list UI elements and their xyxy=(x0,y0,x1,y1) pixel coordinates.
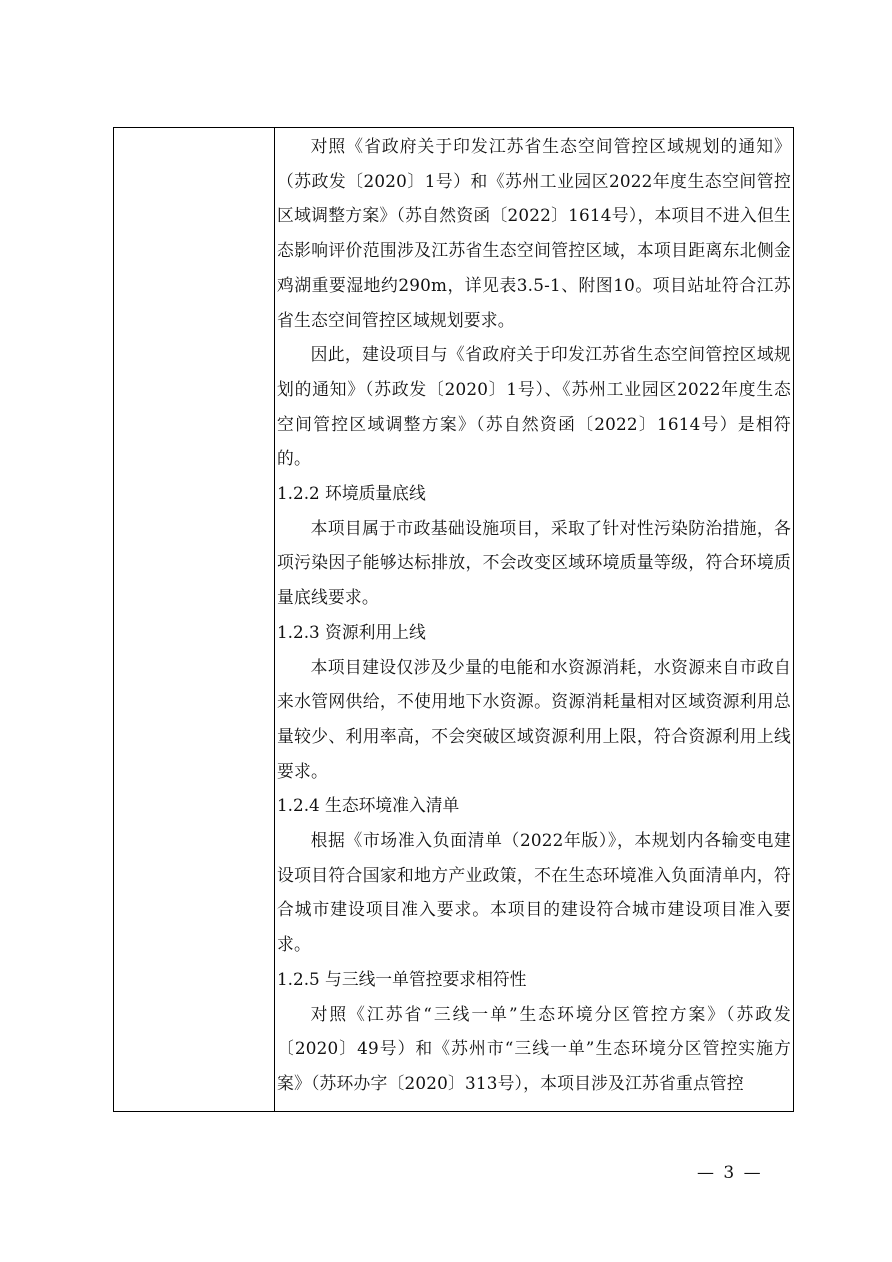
paragraph-environmental-quality: 本项目属于市政基础设施项目，采取了针对性污染防治措施，各项污染因子能够达标排放，不会改变区域环境质量等级，符合环境质量底线要求。 xyxy=(277,517,791,608)
content-table xyxy=(113,127,794,1112)
section-heading-three-lines-one-list: 1.2.5 与三线一单管控要求相符性 xyxy=(277,968,527,989)
table-label-column xyxy=(114,128,275,1111)
paragraph-three-lines-one-list: 对照《江苏省“三线一单”生态环境分区管控方案》（苏政发〔2020〕49号）和《苏州市“三线一单”生态环境分区管控实施方案》（苏环办字〔2020〕313号），本项目涉及江苏省重点管控 xyxy=(277,1003,791,1093)
paragraph-ecological-control-compliance: 对照《省政府关于印发江苏省生态空间管控区域规划的通知》（苏政发〔2020〕1号）和《苏州工业园区2022年度生态空间管控区域调整方案》（苏自然资函〔2022〕1614号），本项目不进入但生态影响评价范围涉及江苏省生态空间管控区域，本项目距离东北侧金鸡湖重要湿地约290m，详见表3.5-1、附图10。项目站址符合江苏省生态空间管控区域规划要求。 xyxy=(277,136,791,330)
paragraph-access-list: 根据《市场准入负面清单（2022年版）》，本规划内各输变电建设项目符合国家和地方产业政策，不在生态环境准入负面清单内，符合城市建设项目准入要求。本项目的建设符合城市建设项目准入要求。 xyxy=(277,830,791,955)
section-heading-resource-utilization: 1.2.3 资源利用上线 xyxy=(277,621,426,642)
page-number: — 3 — xyxy=(697,1163,763,1183)
table-content-column xyxy=(275,128,793,1111)
section-heading-access-list: 1.2.4 生态环境准入清单 xyxy=(277,795,460,816)
paragraph-conclusion: 因此，建设项目与《省政府关于印发江苏省生态空间管控区域规划的通知》（苏政发〔2020〕1号）、《苏州工业园区2022年度生态空间管控区域调整方案》（苏自然资函〔2022〕1614号）是相符的。 xyxy=(277,344,791,469)
section-heading-environmental-quality: 1.2.2 环境质量底线 xyxy=(277,483,426,504)
paragraph-resource-utilization: 本项目建设仅涉及少量的电能和水资源消耗，水资源来自市政自来水管网供给，不使用地下水资源。资源消耗量相对区域资源利用总量较少、利用率高，不会突破区域资源利用上限，符合资源利用上线要求。 xyxy=(277,656,791,781)
